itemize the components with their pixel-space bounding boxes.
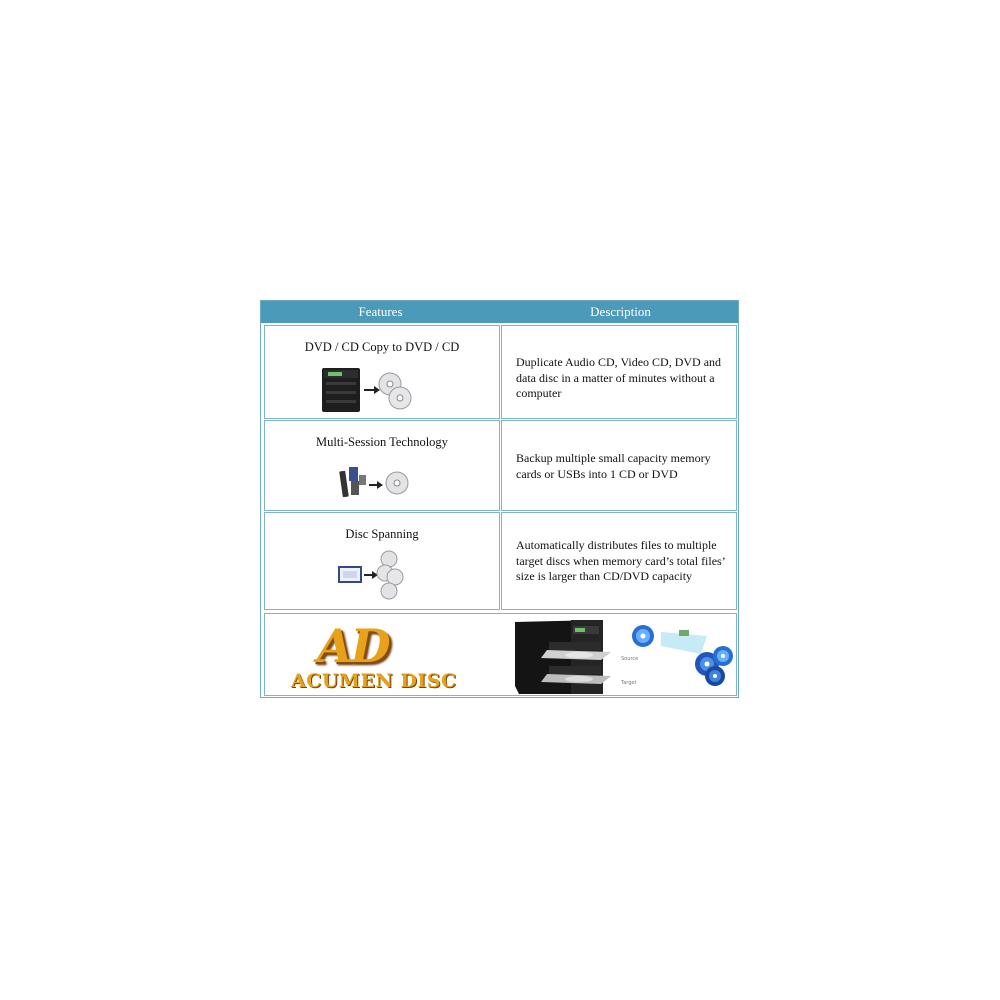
card-to-multiple-discs-icon: [333, 549, 413, 601]
usb-cards-to-disc-icon: [335, 459, 415, 501]
feature-cell-1: [264, 325, 500, 419]
feature-cell-3: [264, 512, 500, 610]
table-header: [261, 301, 738, 323]
description-cell-2: [501, 420, 737, 511]
feature-label: Disc Spanning: [345, 527, 419, 541]
features-column-header: Features: [358, 304, 403, 319]
feature-label: DVD / CD Copy to DVD / CD: [304, 340, 460, 354]
description-cell-3: [501, 512, 737, 610]
feature-cell-2: [264, 420, 500, 511]
svg-text:Source: Source: [621, 656, 639, 662]
svg-text:Target: Target: [621, 680, 637, 686]
description-text: Backup multiple small capacity memory cards or USBs into 1 CD or DVD: [516, 451, 711, 481]
description-text: Duplicate Audio CD, Video CD, DVD and data disc in a matter of minutes without a computer: [516, 355, 722, 400]
description-cell-1: [501, 325, 737, 419]
description-column-header: Description: [590, 304, 651, 319]
acumen-disc-logo-name: ACUMEN DISC: [291, 670, 457, 692]
acumen-disc-logo-mark: AD: [317, 619, 389, 673]
duplicator-to-discs-icon: [320, 364, 420, 414]
description-text: Automatically distributes files to multiple target discs when memory card’s total files’ size is larger than CD/DVD capacity: [516, 538, 725, 583]
feature-label: Multi-Session Technology: [316, 435, 448, 449]
features-table: [260, 300, 739, 698]
brand-banner: [264, 613, 737, 696]
duplicator-tower-photo: [511, 616, 736, 696]
